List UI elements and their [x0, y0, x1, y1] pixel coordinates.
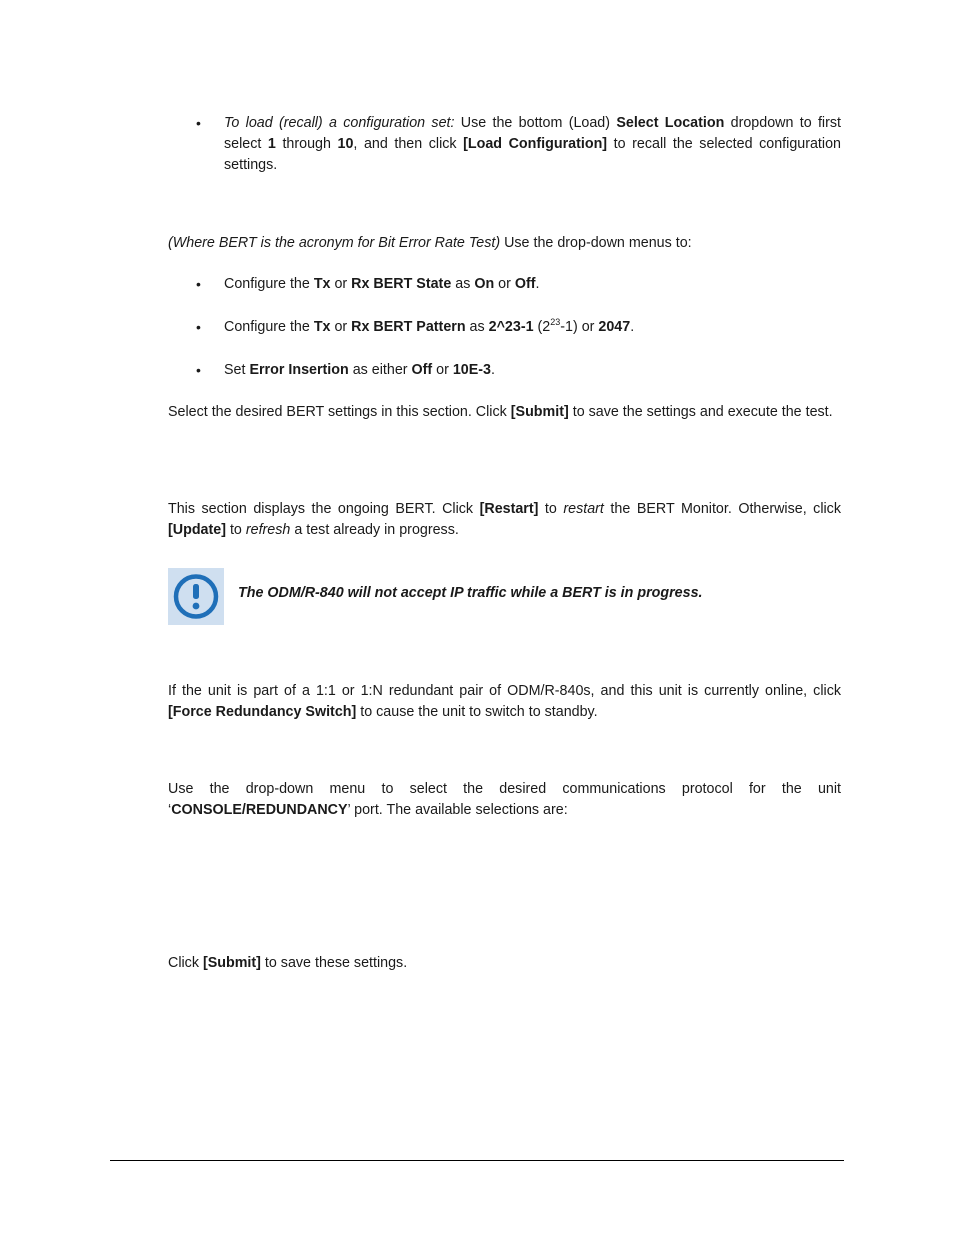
footer-rule — [110, 1160, 844, 1161]
bert-state-bullet: Configure the Tx or Rx BERT State as On or Off. — [224, 276, 540, 292]
redundancy-paragraph: If the unit is part of a 1:1 or 1:N redundant pair of ODM/R-840s, and this unit is currently online, click [Force Redundancy Switch] to cause the unit to switch to standby. — [168, 683, 841, 720]
bullet-dot: • — [196, 115, 201, 131]
bert-intro: (Where BERT is the acronym for Bit Error Rate Test) Use the drop-down menus to: — [168, 235, 692, 251]
console-paragraph: Use the drop-down menu to select the desired communications protocol for the unit ‘CONSOLE/REDUNDANCY’ port. The available selections are: — [168, 781, 841, 818]
note-icon-box — [168, 568, 224, 625]
bert-select-paragraph: Select the desired BERT settings in this section. Click [Submit] to save the settings and execute the test. — [168, 404, 833, 420]
bullet-dot: • — [196, 362, 201, 378]
bert-monitor-paragraph: This section displays the ongoing BERT. Click [Restart] to restart the BERT Monitor. Otherwise, click [Update] to refresh a test already in progress. — [168, 501, 841, 538]
submit-paragraph: Click [Submit] to save these settings. — [168, 955, 408, 971]
bert-pattern-bullet: Configure the Tx or Rx BERT Pattern as 2^23-1 $(2^{23}-1)$ or 2047. — [224, 317, 635, 335]
note-text: The ODM/R-840 will not accept IP traffic while a BERT is in progress. — [238, 585, 703, 601]
error-insertion-bullet: Set Error Insertion as either Off or 10E-3. — [224, 362, 495, 378]
exclamation-circle-icon — [168, 568, 224, 625]
load-config-bullet: To load (recall) a configuration set: Use the bottom (Load) Select Location dropdown to first select 1 through 10, and then click [Load Configuration] to recall the selected configuration settings. — [224, 115, 841, 173]
bullet-dot: • — [196, 276, 201, 292]
bullet-dot: • — [196, 319, 201, 335]
